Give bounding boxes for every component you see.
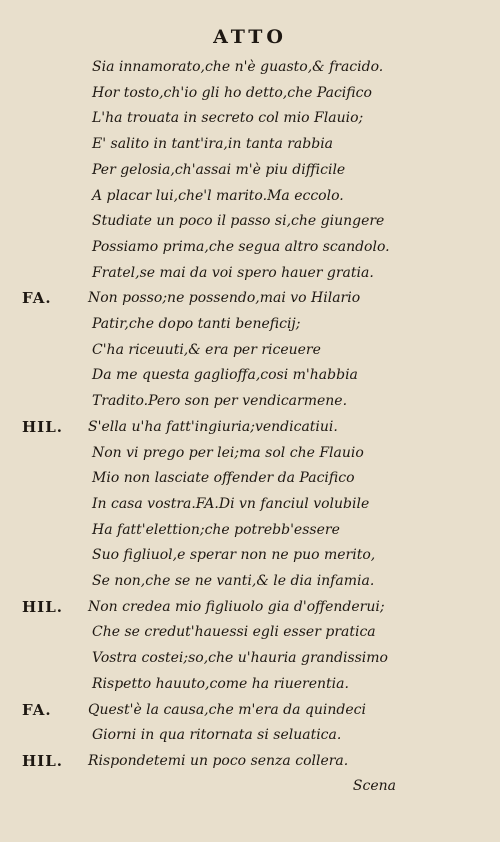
verse-text: In casa vostra.FA.Di vn fanciul volubile bbox=[92, 495, 370, 512]
verse-text: Se non,che se ne vanti,& le dia infamia. bbox=[92, 573, 375, 589]
verse-line bbox=[0, 748, 500, 774]
verse-line bbox=[0, 697, 500, 723]
verse-line bbox=[0, 645, 500, 671]
verse-line bbox=[0, 568, 500, 594]
verse-line bbox=[0, 388, 500, 414]
verse-line bbox=[0, 285, 500, 311]
catchword: Scena bbox=[352, 778, 396, 794]
verse-line bbox=[0, 542, 500, 568]
verse-line bbox=[0, 671, 500, 697]
verse-text: Per gelosia,ch'assai m'è piu difficile bbox=[92, 161, 346, 178]
speaker-label: FA. bbox=[22, 700, 52, 719]
verse-text: C'ha riceuuti,& era per riceuere bbox=[92, 341, 321, 358]
running-header: ATTO bbox=[213, 26, 287, 48]
verse-line bbox=[0, 517, 500, 543]
verse-line bbox=[0, 465, 500, 491]
verse-line bbox=[0, 105, 500, 131]
verse-line bbox=[0, 208, 500, 234]
verse-line bbox=[0, 491, 500, 517]
verse-text: Ha fatt'elettion;che potrebb'essere bbox=[92, 521, 340, 538]
verse-text: Patir,che dopo tanti beneficij; bbox=[92, 316, 301, 332]
verse-line bbox=[0, 722, 500, 748]
verse-text: Possiamo prima,che segua altro scandolo. bbox=[92, 238, 390, 255]
verse-line bbox=[0, 414, 500, 440]
verse-text: Quest'è la causa,che m'era da quindeci bbox=[88, 701, 366, 718]
speaker-label: HIL. bbox=[22, 417, 63, 436]
verse-text: Rispetto hauuto,come ha riuerentia. bbox=[92, 675, 349, 692]
verse-line bbox=[0, 337, 500, 363]
verse-text: Hor tosto,ch'io gli ho detto,che Pacifico bbox=[92, 84, 372, 101]
verse-text: A placar lui,che'l marito.Ma eccolo. bbox=[92, 187, 344, 204]
verse-text: Da me questa gaglioffa,cosi m'habbia bbox=[92, 367, 358, 384]
verse-text: Vostra costei;so,che u'hauria grandissimo bbox=[92, 650, 388, 667]
verse-text: Tradito.Pero son per vendicarmene. bbox=[92, 393, 348, 410]
verse-line bbox=[0, 260, 500, 286]
verse-text: L'ha trouata in secreto col mio Flauio; bbox=[92, 110, 364, 127]
speaker-label: HIL. bbox=[22, 597, 63, 616]
verse-line bbox=[0, 311, 500, 337]
verse-line bbox=[0, 183, 500, 209]
verse-text: Non posso;ne possendo,mai vo Hilario bbox=[88, 290, 361, 307]
speaker-label: FA. bbox=[22, 289, 52, 308]
verse-text: Studiate un poco il passo si,che giungere bbox=[92, 213, 385, 230]
verse-text: Mio non lasciate offender da Pacifico bbox=[92, 470, 355, 487]
verse-text: Sia innamorato,che n'è guasto,& fracido. bbox=[92, 59, 384, 75]
verse-text: S'ella u'ha fatt'ingiuria;vendicatiui. bbox=[88, 418, 338, 435]
speaker-label: HIL. bbox=[22, 751, 63, 770]
verse-text: Che se credut'hauessi egli esser pratica bbox=[92, 624, 376, 641]
verse-line bbox=[0, 80, 500, 106]
verse-line bbox=[0, 362, 500, 388]
verse-text: Non credea mio figliuolo gia d'offenderui; bbox=[88, 598, 385, 615]
verse-line bbox=[0, 594, 500, 620]
verse-line bbox=[0, 131, 500, 157]
verse-text: Rispondetemi un poco senza collera. bbox=[88, 752, 349, 769]
verse-text: E' salito in tant'ira,in tanta rabbia bbox=[92, 136, 334, 153]
verse-text: Suo figliuol,e sperar non ne puo merito, bbox=[92, 547, 376, 564]
verse-line bbox=[0, 234, 500, 260]
verse-text: Giorni in qua ritornata si seluatica. bbox=[92, 727, 342, 744]
verse-line bbox=[0, 157, 500, 183]
verse-line bbox=[0, 440, 500, 466]
verse-line bbox=[0, 54, 500, 80]
verse-line bbox=[0, 619, 500, 645]
verse-text: Fratel,se mai da voi spero hauer gratia. bbox=[92, 264, 374, 281]
verse-text: Non vi prego per lei;ma sol che Flauio bbox=[92, 444, 364, 461]
